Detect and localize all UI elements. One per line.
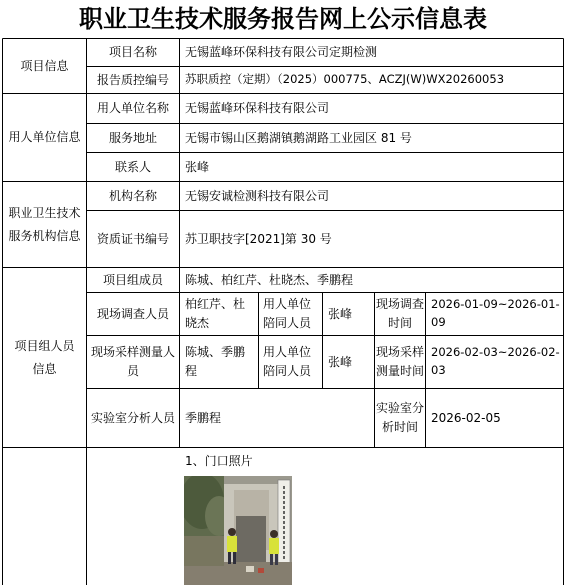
sampling-escort-value: 张峰 bbox=[328, 354, 353, 369]
survey-escort-label: 用人单位陪同人员 bbox=[263, 297, 312, 330]
agency-name-label: 机构名称 bbox=[108, 188, 157, 203]
survey-escort-value: 张峰 bbox=[328, 306, 353, 321]
survey-time-label: 现场调查时间 bbox=[375, 297, 424, 330]
team-members-label: 项目组成员 bbox=[102, 272, 163, 287]
certificate-number-label: 资质证书编号 bbox=[96, 231, 169, 246]
project-name-label: 项目名称 bbox=[108, 45, 157, 60]
section-employer-info: 用人单位信息 bbox=[8, 130, 81, 145]
report-number-value: 苏职质控（定期）（2025）000775、ACZJ(W)WX20260053 bbox=[185, 72, 505, 87]
service-address-value: 无锡市锡山区鹅湖镇鹅湖路工业园区 81 号 bbox=[185, 130, 412, 145]
certificate-number-value: 苏卫职技字[2021]第 30 号 bbox=[185, 231, 332, 246]
project-name-value: 无锡蓝峰环保科技有限公司定期检测 bbox=[185, 45, 378, 60]
survey-staff-value: 柏红芹、杜晓杰 bbox=[185, 297, 246, 330]
entrance-photo-image bbox=[184, 476, 292, 585]
lab-time-value: 2026-02-05 bbox=[431, 410, 501, 425]
lab-time-label: 实验室分析时间 bbox=[375, 401, 424, 434]
lab-analyst-label: 实验室分析人员 bbox=[90, 410, 175, 425]
lab-analyst-value: 季鹏程 bbox=[185, 410, 222, 425]
contact-label: 联系人 bbox=[114, 159, 151, 174]
sampling-escort-label: 用人单位陪同人员 bbox=[263, 345, 312, 378]
page-title: 职业卫生技术服务报告网上公示信息表 bbox=[79, 5, 487, 33]
employer-name-value: 无锡蓝峰环保科技有限公司 bbox=[185, 101, 330, 116]
report-number-label: 报告质控编号 bbox=[96, 72, 169, 87]
section-staff-info: 项目组人员信息 bbox=[14, 338, 75, 376]
sampling-staff-label: 现场采样测量人员 bbox=[90, 345, 175, 378]
contact-value: 张峰 bbox=[185, 159, 210, 174]
sampling-time-value: 2026-02-03~2026-02-03 bbox=[431, 345, 560, 377]
employer-name-label: 用人单位名称 bbox=[96, 101, 169, 116]
team-members-value: 陈城、柏红芹、杜晓杰、季鹏程 bbox=[185, 272, 354, 287]
service-address-label: 服务地址 bbox=[108, 130, 157, 145]
survey-time-value: 2026-01-09~2026-01-09 bbox=[431, 297, 560, 329]
sampling-staff-value: 陈城、季鹏程 bbox=[185, 345, 246, 378]
section-project-info: 项目信息 bbox=[20, 58, 69, 73]
section-agency-info: 职业卫生技术服务机构信息 bbox=[8, 206, 81, 243]
sampling-time-label: 现场采样测量时间 bbox=[375, 345, 424, 378]
entrance-photo bbox=[184, 476, 292, 585]
agency-name-value: 无锡安诚检测科技有限公司 bbox=[185, 188, 330, 203]
photo-caption: 1、门口照片 bbox=[185, 454, 253, 468]
survey-staff-label: 现场调查人员 bbox=[96, 306, 169, 321]
